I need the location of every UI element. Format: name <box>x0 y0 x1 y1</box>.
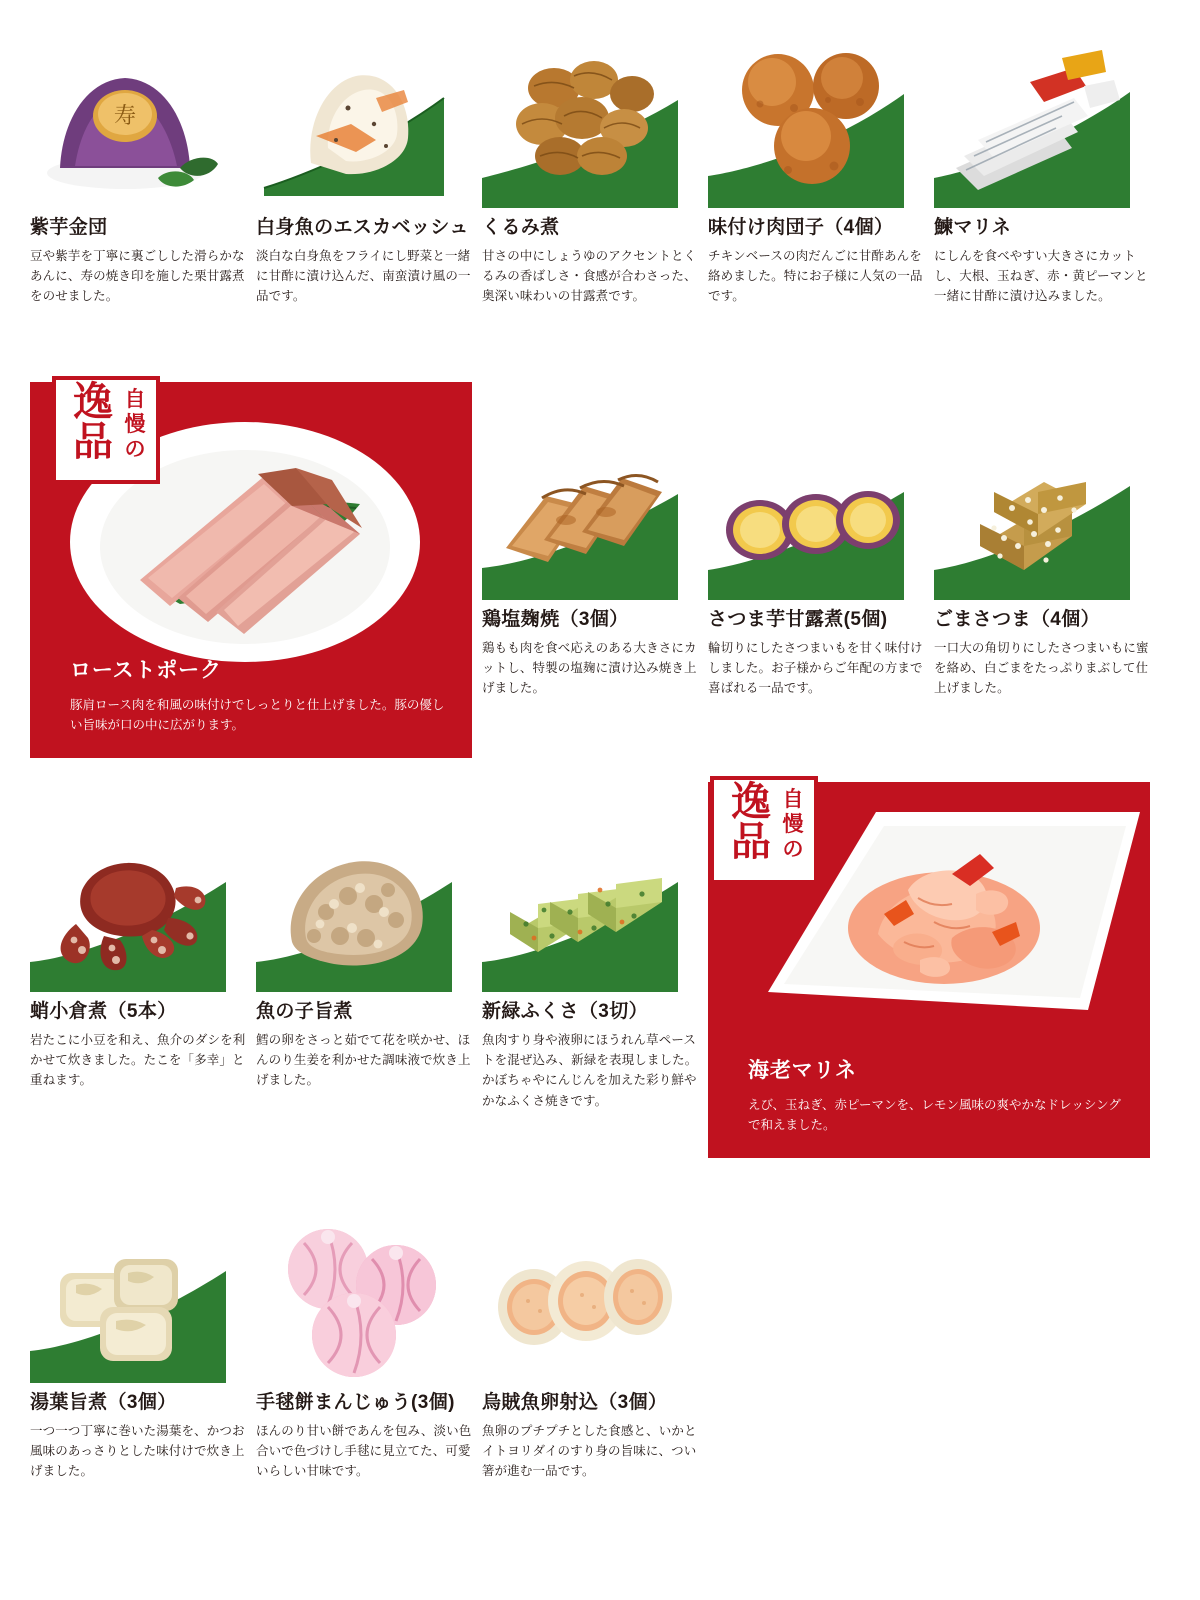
product-title: ごまさつま（4個） <box>934 609 1100 630</box>
product-image-purple-sweet-potato-kinton <box>30 28 226 208</box>
product-description: 輪切りにしたさつまいもを甘く味付けしました。お子様からご年配の方まで喜ばれる一品です。 <box>708 640 923 696</box>
product-item <box>30 812 256 1111</box>
product-item <box>256 1203 482 1482</box>
product-image-temari-mochi-manju <box>256 1203 452 1383</box>
product-title: 魚の子旨煮 <box>256 1001 353 1022</box>
product-title: くるみ煮 <box>482 217 560 238</box>
product-row-4 <box>30 1203 708 1482</box>
product-item <box>30 28 256 307</box>
feature-card-shrimp-marinade <box>708 778 1150 1158</box>
product-title: 味付け肉団子（4個） <box>708 217 894 238</box>
product-description: ほんのり甘い餅であんを包み、淡い色合いで色づけし手毬に見立てた、可愛いらしい甘味です。 <box>256 1423 472 1479</box>
svg-text:寿: 寿 <box>113 104 137 129</box>
stamp-side-text: 自慢の <box>782 786 804 862</box>
product-image-white-fish-escabeche <box>256 28 452 208</box>
product-item <box>934 28 1160 307</box>
product-item <box>482 28 708 307</box>
product-description: 鶏もも肉を食べ応えのある大きさにカットし、特製の塩麹に漬け込み焼き上げました。 <box>482 640 697 696</box>
product-row-3 <box>30 812 708 1111</box>
product-title: 鰊マリネ <box>934 217 1012 238</box>
feature-description: えび、玉ねぎ、赤ピーマンを、レモン風味の爽やかなドレッシングで和えました。 <box>748 1098 1121 1133</box>
product-row-2 <box>482 420 1160 699</box>
product-item <box>934 420 1160 699</box>
product-title: 鶏塩麹焼（3個） <box>482 609 629 630</box>
product-description: 一つ一つ丁寧に巻いた湯葉を、かつお風味のあっさりとした味付けで炊き上げました。 <box>30 1423 245 1479</box>
product-image-octopus-ogura-simmer <box>30 812 226 992</box>
feature-title: ローストポーク <box>70 659 222 682</box>
product-image-squid-roe-stuffed <box>482 1203 678 1383</box>
product-row-1 <box>30 28 1160 307</box>
product-description: 一口大の角切りにしたさつまいもに蜜を絡め、白ごまをたっぷりまぶして仕上げました。 <box>934 640 1149 696</box>
product-description: 魚肉すり身や液卵にほうれん草ペーストを混ぜ込み、新緑を表現しました。かぼちゃやにんじんを加えた彩り鮮やかなふくさ焼きです。 <box>482 1032 698 1108</box>
product-description: 鱈の卵をさっと茹でて花を咲かせ、ほんのり生姜を利かせた調味液で炊き上げました。 <box>256 1032 471 1088</box>
product-title: 蛸小倉煮（5本） <box>30 1001 177 1022</box>
product-description: 甘さの中にしょうゆのアクセントとくるみの香ばしさ・食感が合わさった、奥深い味わいの甘露煮です。 <box>482 248 697 304</box>
product-item <box>708 420 934 699</box>
product-title: 紫芋金団 <box>30 217 108 238</box>
product-item <box>256 28 482 307</box>
product-title: 烏賊魚卵射込（3個） <box>482 1392 668 1413</box>
stamp-main-text: 逸品 <box>73 378 113 465</box>
stamp-side-text: 自慢の <box>124 386 146 462</box>
product-image-simmered-walnuts <box>482 28 678 208</box>
product-item <box>708 28 934 307</box>
product-image-sesame-sweet-potato <box>934 420 1130 600</box>
product-item <box>482 812 708 1111</box>
product-image-yuba-simmer <box>30 1203 226 1383</box>
product-title: 手毬餅まんじゅう(3個) <box>256 1392 455 1413</box>
feature-card-roast-pork <box>30 378 472 758</box>
feature-title: 海老マリネ <box>748 1059 857 1082</box>
premium-stamp-icon <box>52 376 160 484</box>
product-description: 豆や紫芋を丁寧に裏ごしした滑らかなあんに、寿の焼き印を施した栗甘露煮をのせました。 <box>30 248 245 304</box>
product-description: 魚卵のプチプチとした食感と、いかとイトヨリダイのすり身の旨味に、つい箸が進む一品です。 <box>482 1423 697 1479</box>
product-title: 湯葉旨煮（3個） <box>30 1392 177 1413</box>
stamp-main-text: 逸品 <box>731 778 771 865</box>
product-description: チキンベースの肉だんごに甘酢あんを絡めました。特にお子様に人気の一品です。 <box>708 248 923 304</box>
product-image-herring-marinade <box>934 28 1130 208</box>
premium-stamp-icon <box>710 776 818 884</box>
product-image-chicken-shiokoji-grill <box>482 420 678 600</box>
product-image-sweet-potato-kanroni <box>708 420 904 600</box>
product-image-green-fukusa-yaki <box>482 812 678 992</box>
product-description: 淡白な白身魚をフライにし野菜と一緒に甘酢に漬け込んだ、南蛮漬け風の一品です。 <box>256 248 471 304</box>
product-description: 岩たこに小豆を和え、魚介のダシを利かせて炊きました。たこを「多幸」と重ねます。 <box>30 1032 246 1088</box>
product-item <box>30 1203 256 1482</box>
product-item <box>482 420 708 699</box>
product-image-seasoned-meatballs <box>708 28 904 208</box>
product-title: 新緑ふくさ（3切） <box>482 1001 648 1022</box>
product-item <box>482 1203 708 1482</box>
product-image-cod-roe-simmer <box>256 812 452 992</box>
feature-description: 豚肩ロース肉を和風の味付けでしっとりと仕上げました。豚の優しい旨味が口の中に広がります。 <box>70 698 445 733</box>
product-title: 白身魚のエスカベッシュ <box>256 217 469 238</box>
product-description: にしんを食べやすい大きさにカットし、大根、玉ねぎ、赤・黄ピーマンと一緒に甘酢に漬け込みました。 <box>934 248 1148 304</box>
product-title: さつま芋甘露煮(5個) <box>708 609 888 630</box>
product-item <box>256 812 482 1111</box>
